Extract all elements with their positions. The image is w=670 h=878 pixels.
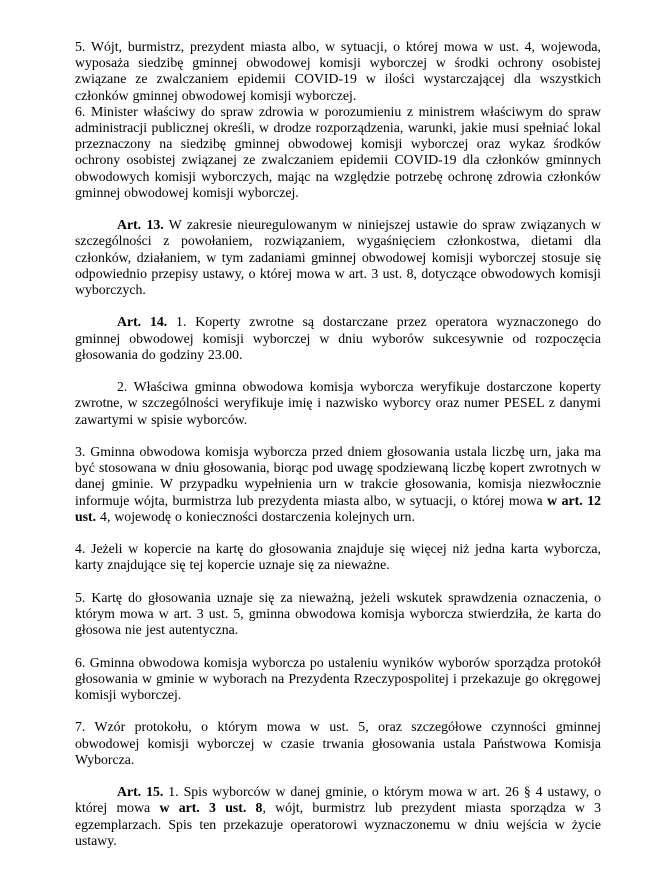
text-run: 7. Wzór protokołu, o którym mowa w ust. 5, oraz szczegółowe czynności gminnej obwodowej komisji wyborczej w czasie trwania głosowania ustala Państwowa Komisja Wyborcza.	[75, 719, 601, 767]
bold-run: Art. 15.	[117, 784, 164, 800]
paragraph-art-14-ust-1	[75, 314, 601, 363]
text-run: 5. Wójt, burmistrz, prezydent miasta albo, w sytuacji, o której mowa w ust. 4, wojewoda, wyposaża siedzibę gminnej obwodowej komisji wyborczej w środki ochrony osobistej związane ze zwalczaniem epidemii COVID-19 w ilości wystarczającej dla wszystkich członków gminnej obwodowej komisji wyborczej.	[75, 39, 601, 103]
text-run: , wójt, burmistrz lub prezydent miasta sporządza w 3 egzemplarzach. Spis ten przekazuje operatorowi wyznaczonemu w dniu wejścia w życie ustawy.	[75, 800, 601, 848]
paragraph-art-15-ust-1	[75, 784, 601, 849]
paragraph-art-14-ust-3	[75, 444, 601, 525]
paragraph-ust-5	[75, 39, 601, 104]
text-run: 1. Koperty zwrotne są dostarczane przez operatora wyznaczonego do gminnej obwodowej komisji wyborczej w dniu wyborów sukcesywnie od rozpoczęcia głosowania do godziny 23.00.	[75, 314, 601, 362]
paragraph-art-14-ust-6	[75, 655, 601, 704]
text-run: W zakresie nieuregulowanym w niniejszej ustawie do spraw związanych w szczególności z powołaniem, rozwiązaniem, wygaśnięciem członkostwa, dietami dla członków, działaniem, w tym zadaniami gminnej obwodowej komisji wyborczej stosuje się odpowiednio przepisy ustawy, o której mowa w art. 3 ust. 8, dotyczące obwodowych komisji wyborczych.	[75, 217, 602, 298]
text-run: 4. Jeżeli w kopercie na kartę do głosowania znajduje się więcej niż jedna karta wyborcza, karty znajdujące się tej kopercie uznaje się za nieważne.	[75, 541, 601, 573]
text-run: 1. Spis wyborców w danej gminie, o którym mowa w art. 26 § 4 ustawy, o której mowa	[75, 784, 601, 816]
paragraph-art-13	[75, 217, 601, 298]
bold-run: Art. 14.	[117, 314, 168, 330]
text-run: 3. Gminna obwodowa komisja wyborcza przed dniem głosowania ustala liczbę urn, jaka ma być stosowana w dniu głosowania, biorąc pod uwagę spodziewaną liczbę kopert zwrotnych w danej gminie. W przypadku wypełnienia urn w trakcie głosowania, komisja niezwłocznie informuje wójta, burmistrza lub prezydenta miasta albo, w sytuacji, o której mowa	[75, 444, 601, 508]
paragraph-art-14-ust-5	[75, 590, 601, 639]
bold-run: Art. 13.	[117, 217, 164, 233]
bold-run: w art. 12 ust.	[75, 492, 601, 524]
text-run: 6. Gminna obwodowa komisja wyborcza po ustaleniu wyników wyborów sporządza protokół głosowania w gminie w wyborach na Prezydenta Rzeczypospolitej i przekazuje go okręgowej komisji wyborczej.	[75, 654, 601, 703]
paragraph-art-14-ust-2	[75, 379, 601, 428]
paragraph-art-14-ust-7	[75, 719, 601, 768]
text-run: 4, wojewodę o konieczności dostarczenia kolejnych urn.	[96, 508, 415, 524]
text-run: 6. Minister właściwy do spraw zdrowia w porozumieniu z ministrem właściwym do spraw administracji publicznej określi, w drodze rozporządzenia, warunki, jakie musi spełniać lokal przeznaczony na siedzibę gminnej obwodowej komisji wyborczej oraz wykaz środków ochrony osobistej związanej ze zwalczaniem epidemii COVID-19 dla członków gminnych obwodowych komisji wyborczych, mając na względzie potrzebę ochronę zdrowia członków gminnej obwodowej komisji wyborczej.	[75, 103, 601, 200]
text-run: 5. Kartę do głosowania uznaje się za nieważną, jeżeli wskutek sprawdzenia oznaczenia, o którym mowa w art. 3 ust. 5, gminna obwodowa komisja wyborcza stwierdziła, że karta do głosowa nie jest autentyczna.	[75, 589, 601, 638]
document-body	[75, 39, 601, 849]
paragraph-ust-6	[75, 104, 601, 201]
paragraph-art-14-ust-4	[75, 541, 601, 573]
bold-run: w art. 3 ust. 8	[159, 800, 263, 816]
text-run: 2. Właściwa gminna obwodowa komisja wyborcza weryfikuje dostarczone koperty zwrotne, w szczególności weryfikuje imię i nazwisko wyborcy oraz numer PESEL z danymi zawartymi w spisie wyborców.	[75, 379, 601, 427]
